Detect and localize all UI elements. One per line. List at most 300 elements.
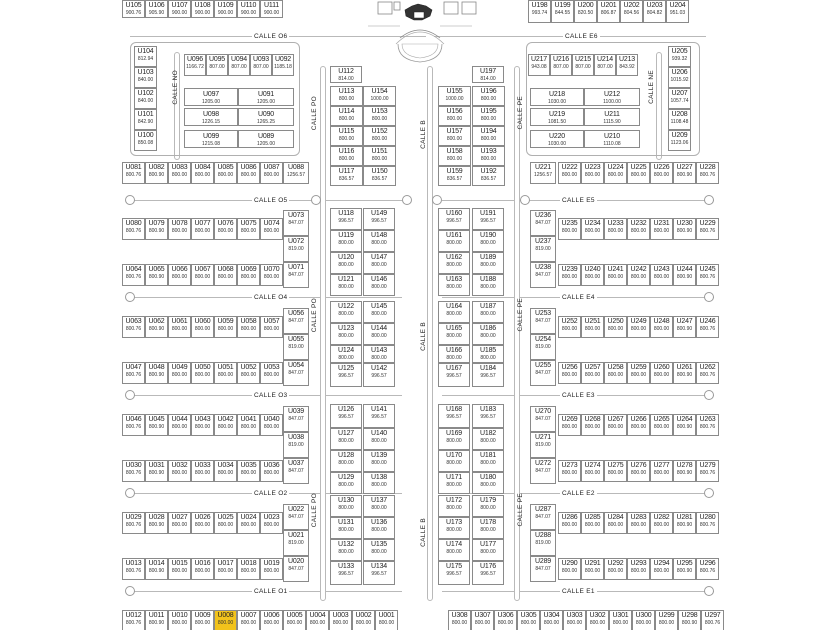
- lot-u281[interactable]: [673, 512, 696, 534]
- lot-u188[interactable]: [472, 274, 504, 296]
- lot-u272[interactable]: [530, 458, 556, 484]
- lot-u277[interactable]: [650, 460, 673, 482]
- lot-u260[interactable]: [650, 362, 673, 384]
- lot-u061[interactable]: [168, 316, 191, 338]
- lot-u292[interactable]: [604, 558, 627, 580]
- lot-u092[interactable]: [272, 54, 294, 76]
- lot-u023[interactable]: [260, 512, 283, 534]
- lot-u081[interactable]: [122, 162, 145, 184]
- lot-u027[interactable]: [168, 512, 191, 534]
- lot-u105[interactable]: [122, 0, 145, 18]
- lot-u165[interactable]: [438, 323, 470, 345]
- lot-u070[interactable]: [260, 264, 283, 286]
- lot-u054[interactable]: [283, 360, 309, 386]
- lot-u269[interactable]: [558, 414, 581, 436]
- lot-u216[interactable]: [550, 54, 572, 76]
- lot-u017[interactable]: [214, 558, 237, 580]
- lot-u087[interactable]: [260, 162, 283, 184]
- lot-u133[interactable]: [330, 561, 362, 585]
- lot-u241[interactable]: [604, 264, 627, 286]
- lot-u192[interactable]: [472, 166, 505, 186]
- lot-u236[interactable]: [530, 210, 556, 236]
- lot-u153[interactable]: [363, 106, 396, 126]
- lot-u250[interactable]: [604, 316, 627, 338]
- lot-u173[interactable]: [438, 517, 470, 539]
- lot-u251[interactable]: [581, 316, 604, 338]
- lot-u288[interactable]: [530, 530, 556, 556]
- lot-u298[interactable]: [678, 610, 701, 630]
- lot-u170[interactable]: [438, 450, 470, 472]
- lot-u169[interactable]: [438, 428, 470, 450]
- lot-u001[interactable]: [375, 610, 398, 630]
- lot-u131[interactable]: [330, 517, 362, 539]
- lot-u096[interactable]: [184, 54, 206, 76]
- lot-u146[interactable]: [363, 274, 395, 296]
- lot-u219[interactable]: [530, 108, 584, 126]
- lot-u156[interactable]: [438, 106, 471, 126]
- lot-u048[interactable]: [145, 362, 168, 384]
- lot-u044[interactable]: [168, 414, 191, 436]
- lot-u034[interactable]: [214, 460, 237, 482]
- lot-u234[interactable]: [581, 218, 604, 240]
- lot-u171[interactable]: [438, 472, 470, 494]
- lot-u071[interactable]: [283, 262, 309, 288]
- lot-u303[interactable]: [563, 610, 586, 630]
- lot-u137[interactable]: [363, 495, 395, 517]
- lot-u142[interactable]: [363, 363, 395, 387]
- lot-u187[interactable]: [472, 301, 504, 323]
- lot-u005[interactable]: [283, 610, 306, 630]
- lot-u263[interactable]: [696, 414, 719, 436]
- lot-u113[interactable]: [330, 86, 363, 106]
- lot-u189[interactable]: [472, 252, 504, 274]
- lot-u069[interactable]: [237, 264, 260, 286]
- lot-u004[interactable]: [306, 610, 329, 630]
- lot-u143[interactable]: [363, 345, 395, 363]
- lot-u014[interactable]: [145, 558, 168, 580]
- lot-u080[interactable]: [122, 218, 145, 240]
- lot-u213[interactable]: [616, 54, 638, 76]
- lot-u211[interactable]: [584, 108, 640, 126]
- lot-u178[interactable]: [472, 517, 504, 539]
- lot-u078[interactable]: [168, 218, 191, 240]
- lot-u141[interactable]: [363, 404, 395, 428]
- lot-u307[interactable]: [471, 610, 494, 630]
- lot-u305[interactable]: [517, 610, 540, 630]
- lot-u006[interactable]: [260, 610, 283, 630]
- lot-u038[interactable]: [283, 432, 309, 458]
- lot-u028[interactable]: [145, 512, 168, 534]
- lot-u162[interactable]: [438, 252, 470, 274]
- lot-u106[interactable]: [145, 0, 168, 18]
- lot-u253[interactable]: [530, 308, 556, 334]
- lot-u124[interactable]: [330, 345, 362, 363]
- lot-u072[interactable]: [283, 236, 309, 262]
- lot-u145[interactable]: [363, 301, 395, 323]
- lot-u047[interactable]: [122, 362, 145, 384]
- lot-u195[interactable]: [472, 106, 505, 126]
- lot-u276[interactable]: [627, 460, 650, 482]
- lot-u214[interactable]: [594, 54, 616, 76]
- lot-u035[interactable]: [237, 460, 260, 482]
- lot-u082[interactable]: [145, 162, 168, 184]
- lot-u102[interactable]: [134, 88, 157, 109]
- lot-u091[interactable]: [238, 88, 294, 106]
- lot-u285[interactable]: [581, 512, 604, 534]
- lot-u013[interactable]: [122, 558, 145, 580]
- lot-u019[interactable]: [260, 558, 283, 580]
- lot-u150[interactable]: [363, 166, 396, 186]
- lot-u209[interactable]: [668, 130, 691, 151]
- lot-u302[interactable]: [586, 610, 609, 630]
- lot-u222[interactable]: [558, 162, 581, 184]
- lot-u226[interactable]: [650, 162, 673, 184]
- lot-u258[interactable]: [604, 362, 627, 384]
- lot-u063[interactable]: [122, 316, 145, 338]
- lot-u295[interactable]: [673, 558, 696, 580]
- lot-u201[interactable]: [597, 0, 620, 23]
- lot-u040[interactable]: [260, 414, 283, 436]
- lot-u011[interactable]: [145, 610, 168, 630]
- lot-u089[interactable]: [238, 130, 294, 148]
- lot-u245[interactable]: [696, 264, 719, 286]
- lot-u308[interactable]: [448, 610, 471, 630]
- lot-u079[interactable]: [145, 218, 168, 240]
- lot-u135[interactable]: [363, 539, 395, 561]
- lot-u296[interactable]: [696, 558, 719, 580]
- lot-u075[interactable]: [237, 218, 260, 240]
- lot-u129[interactable]: [330, 472, 362, 494]
- lot-u290[interactable]: [558, 558, 581, 580]
- lot-u231[interactable]: [650, 218, 673, 240]
- lot-u202[interactable]: [620, 0, 643, 23]
- lot-u181[interactable]: [472, 450, 504, 472]
- lot-u043[interactable]: [191, 414, 214, 436]
- lot-u196[interactable]: [472, 86, 505, 106]
- lot-u223[interactable]: [581, 162, 604, 184]
- lot-u254[interactable]: [530, 334, 556, 360]
- lot-u256[interactable]: [558, 362, 581, 384]
- lot-u282[interactable]: [650, 512, 673, 534]
- lot-u052[interactable]: [237, 362, 260, 384]
- lot-u249[interactable]: [627, 316, 650, 338]
- lot-u157[interactable]: [438, 126, 471, 146]
- lot-u255[interactable]: [530, 360, 556, 386]
- lot-u057[interactable]: [260, 316, 283, 338]
- lot-u180[interactable]: [472, 472, 504, 494]
- lot-u074[interactable]: [260, 218, 283, 240]
- lot-u266[interactable]: [627, 414, 650, 436]
- lot-u200[interactable]: [574, 0, 597, 23]
- lot-u240[interactable]: [581, 264, 604, 286]
- lot-u293[interactable]: [627, 558, 650, 580]
- lot-u116[interactable]: [330, 146, 363, 166]
- lot-u158[interactable]: [438, 146, 471, 166]
- lot-u053[interactable]: [260, 362, 283, 384]
- lot-u130[interactable]: [330, 495, 362, 517]
- lot-u273[interactable]: [558, 460, 581, 482]
- lot-u083[interactable]: [168, 162, 191, 184]
- lot-u100[interactable]: [134, 130, 157, 151]
- lot-u177[interactable]: [472, 539, 504, 561]
- lot-u009[interactable]: [191, 610, 214, 630]
- lot-u174[interactable]: [438, 539, 470, 561]
- lot-u120[interactable]: [330, 252, 362, 274]
- lot-u134[interactable]: [363, 561, 395, 585]
- lot-u132[interactable]: [330, 539, 362, 561]
- lot-u095[interactable]: [206, 54, 228, 76]
- lot-u237[interactable]: [530, 236, 556, 262]
- lot-u122[interactable]: [330, 301, 362, 323]
- lot-u060[interactable]: [191, 316, 214, 338]
- lot-u159[interactable]: [438, 166, 471, 186]
- lot-u128[interactable]: [330, 450, 362, 472]
- lot-u064[interactable]: [122, 264, 145, 286]
- lot-u284[interactable]: [604, 512, 627, 534]
- lot-u306[interactable]: [494, 610, 517, 630]
- lot-u045[interactable]: [145, 414, 168, 436]
- lot-u042[interactable]: [214, 414, 237, 436]
- lot-u247[interactable]: [673, 316, 696, 338]
- lot-u065[interactable]: [145, 264, 168, 286]
- lot-u235[interactable]: [558, 218, 581, 240]
- lot-u025[interactable]: [214, 512, 237, 534]
- lot-u248[interactable]: [650, 316, 673, 338]
- lot-u032[interactable]: [168, 460, 191, 482]
- lot-u149[interactable]: [363, 208, 395, 230]
- lot-u304[interactable]: [540, 610, 563, 630]
- lot-u085[interactable]: [214, 162, 237, 184]
- lot-u176[interactable]: [472, 561, 504, 585]
- lot-u218[interactable]: [530, 88, 584, 106]
- lot-u126[interactable]: [330, 404, 362, 428]
- lot-u155[interactable]: [438, 86, 471, 106]
- lot-u068[interactable]: [214, 264, 237, 286]
- lot-u207[interactable]: [668, 88, 691, 109]
- lot-u037[interactable]: [283, 458, 309, 484]
- lot-u055[interactable]: [283, 334, 309, 360]
- lot-u194[interactable]: [472, 126, 505, 146]
- lot-u175[interactable]: [438, 561, 470, 585]
- lot-u002[interactable]: [352, 610, 375, 630]
- lot-u094[interactable]: [228, 54, 250, 76]
- lot-u024[interactable]: [237, 512, 260, 534]
- lot-u046[interactable]: [122, 414, 145, 436]
- lot-u221[interactable]: [530, 162, 556, 184]
- lot-u029[interactable]: [122, 512, 145, 534]
- lot-u257[interactable]: [581, 362, 604, 384]
- lot-u206[interactable]: [668, 67, 691, 88]
- lot-u036[interactable]: [260, 460, 283, 482]
- lot-u041[interactable]: [237, 414, 260, 436]
- lot-u073[interactable]: [283, 210, 309, 236]
- lot-u003[interactable]: [329, 610, 352, 630]
- lot-u127[interactable]: [330, 428, 362, 450]
- lot-u212[interactable]: [584, 88, 640, 106]
- lot-u184[interactable]: [472, 363, 504, 387]
- lot-u086[interactable]: [237, 162, 260, 184]
- lot-u210[interactable]: [584, 130, 640, 148]
- lot-u114[interactable]: [330, 106, 363, 126]
- lot-u010[interactable]: [168, 610, 191, 630]
- lot-u166[interactable]: [438, 345, 470, 363]
- lot-u136[interactable]: [363, 517, 395, 539]
- lot-u244[interactable]: [673, 264, 696, 286]
- lot-u259[interactable]: [627, 362, 650, 384]
- lot-u050[interactable]: [191, 362, 214, 384]
- lot-u109[interactable]: [214, 0, 237, 18]
- lot-u197[interactable]: [472, 66, 504, 83]
- lot-u067[interactable]: [191, 264, 214, 286]
- lot-u107[interactable]: [168, 0, 191, 18]
- lot-u167[interactable]: [438, 363, 470, 387]
- lot-u033[interactable]: [191, 460, 214, 482]
- lot-u300[interactable]: [632, 610, 655, 630]
- lot-u090[interactable]: [238, 108, 294, 126]
- lot-u118[interactable]: [330, 208, 362, 230]
- lot-u246[interactable]: [696, 316, 719, 338]
- lot-u139[interactable]: [363, 450, 395, 472]
- lot-u039[interactable]: [283, 406, 309, 432]
- lot-u152[interactable]: [363, 126, 396, 146]
- lot-u172[interactable]: [438, 495, 470, 517]
- lot-u138[interactable]: [363, 472, 395, 494]
- lot-u098[interactable]: [184, 108, 238, 126]
- lot-u227[interactable]: [673, 162, 696, 184]
- lot-u168[interactable]: [438, 404, 470, 428]
- lot-u294[interactable]: [650, 558, 673, 580]
- lot-u160[interactable]: [438, 208, 470, 230]
- lot-u183[interactable]: [472, 404, 504, 428]
- lot-u030[interactable]: [122, 460, 145, 482]
- lot-u182[interactable]: [472, 428, 504, 450]
- lot-u268[interactable]: [581, 414, 604, 436]
- lot-u093[interactable]: [250, 54, 272, 76]
- lot-u275[interactable]: [604, 460, 627, 482]
- lot-u208[interactable]: [668, 109, 691, 130]
- lot-u084[interactable]: [191, 162, 214, 184]
- lot-u185[interactable]: [472, 345, 504, 363]
- lot-u291[interactable]: [581, 558, 604, 580]
- lot-u103[interactable]: [134, 67, 157, 88]
- lot-u270[interactable]: [530, 406, 556, 432]
- lot-u198[interactable]: [528, 0, 551, 23]
- lot-u261[interactable]: [673, 362, 696, 384]
- lot-u299[interactable]: [655, 610, 678, 630]
- lot-u108[interactable]: [191, 0, 214, 18]
- lot-u289[interactable]: [530, 556, 556, 582]
- lot-u147[interactable]: [363, 252, 395, 274]
- lot-u215[interactable]: [572, 54, 594, 76]
- lot-u125[interactable]: [330, 363, 362, 387]
- lot-u163[interactable]: [438, 274, 470, 296]
- lot-u058[interactable]: [237, 316, 260, 338]
- lot-u104[interactable]: [134, 46, 157, 67]
- lot-u204[interactable]: [666, 0, 689, 23]
- lot-u287[interactable]: [530, 504, 556, 530]
- lot-u119[interactable]: [330, 230, 362, 252]
- lot-u271[interactable]: [530, 432, 556, 458]
- lot-u199[interactable]: [551, 0, 574, 23]
- lot-u097[interactable]: [184, 88, 238, 106]
- lot-u099[interactable]: [184, 130, 238, 148]
- lot-u243[interactable]: [650, 264, 673, 286]
- lot-u016[interactable]: [191, 558, 214, 580]
- lot-u164[interactable]: [438, 301, 470, 323]
- lot-u283[interactable]: [627, 512, 650, 534]
- lot-u274[interactable]: [581, 460, 604, 482]
- lot-u151[interactable]: [363, 146, 396, 166]
- lot-u229[interactable]: [696, 218, 719, 240]
- lot-u123[interactable]: [330, 323, 362, 345]
- lot-u286[interactable]: [558, 512, 581, 534]
- lot-u225[interactable]: [627, 162, 650, 184]
- lot-u252[interactable]: [558, 316, 581, 338]
- lot-u015[interactable]: [168, 558, 191, 580]
- lot-u232[interactable]: [627, 218, 650, 240]
- lot-u265[interactable]: [650, 414, 673, 436]
- lot-u101[interactable]: [134, 109, 157, 130]
- lot-u051[interactable]: [214, 362, 237, 384]
- lot-u203[interactable]: [643, 0, 666, 23]
- lot-u077[interactable]: [191, 218, 214, 240]
- lot-u066[interactable]: [168, 264, 191, 286]
- lot-u278[interactable]: [673, 460, 696, 482]
- lot-u238[interactable]: [530, 262, 556, 288]
- lot-u264[interactable]: [673, 414, 696, 436]
- lot-u220[interactable]: [530, 130, 584, 148]
- lot-u280[interactable]: [696, 512, 719, 534]
- lot-u217[interactable]: [528, 54, 550, 76]
- lot-u301[interactable]: [609, 610, 632, 630]
- lot-u021[interactable]: [283, 530, 309, 556]
- lot-u230[interactable]: [673, 218, 696, 240]
- lot-u140[interactable]: [363, 428, 395, 450]
- lot-u007[interactable]: [237, 610, 260, 630]
- lot-u262[interactable]: [696, 362, 719, 384]
- lot-u279[interactable]: [696, 460, 719, 482]
- lot-u121[interactable]: [330, 274, 362, 296]
- lot-u186[interactable]: [472, 323, 504, 345]
- lot-u110[interactable]: [237, 0, 260, 18]
- lot-u026[interactable]: [191, 512, 214, 534]
- lot-u191[interactable]: [472, 208, 504, 230]
- lot-u117[interactable]: [330, 166, 363, 186]
- lot-u088[interactable]: [283, 162, 309, 184]
- lot-u154[interactable]: [363, 86, 396, 106]
- lot-u031[interactable]: [145, 460, 168, 482]
- lot-u190[interactable]: [472, 230, 504, 252]
- lot-u144[interactable]: [363, 323, 395, 345]
- lot-u224[interactable]: [604, 162, 627, 184]
- lot-u018[interactable]: [237, 558, 260, 580]
- lot-u012[interactable]: [122, 610, 145, 630]
- lot-u148[interactable]: [363, 230, 395, 252]
- lot-u022[interactable]: [283, 504, 309, 530]
- lot-u056[interactable]: [283, 308, 309, 334]
- lot-u161[interactable]: [438, 230, 470, 252]
- lot-u239[interactable]: [558, 264, 581, 286]
- lot-u267[interactable]: [604, 414, 627, 436]
- lot-u059[interactable]: [214, 316, 237, 338]
- lot-u062[interactable]: [145, 316, 168, 338]
- lot-u179[interactable]: [472, 495, 504, 517]
- lot-u076[interactable]: [214, 218, 237, 240]
- lot-u228[interactable]: [696, 162, 719, 184]
- lot-u242[interactable]: [627, 264, 650, 286]
- lot-u111[interactable]: [260, 0, 283, 18]
- lot-u233[interactable]: [604, 218, 627, 240]
